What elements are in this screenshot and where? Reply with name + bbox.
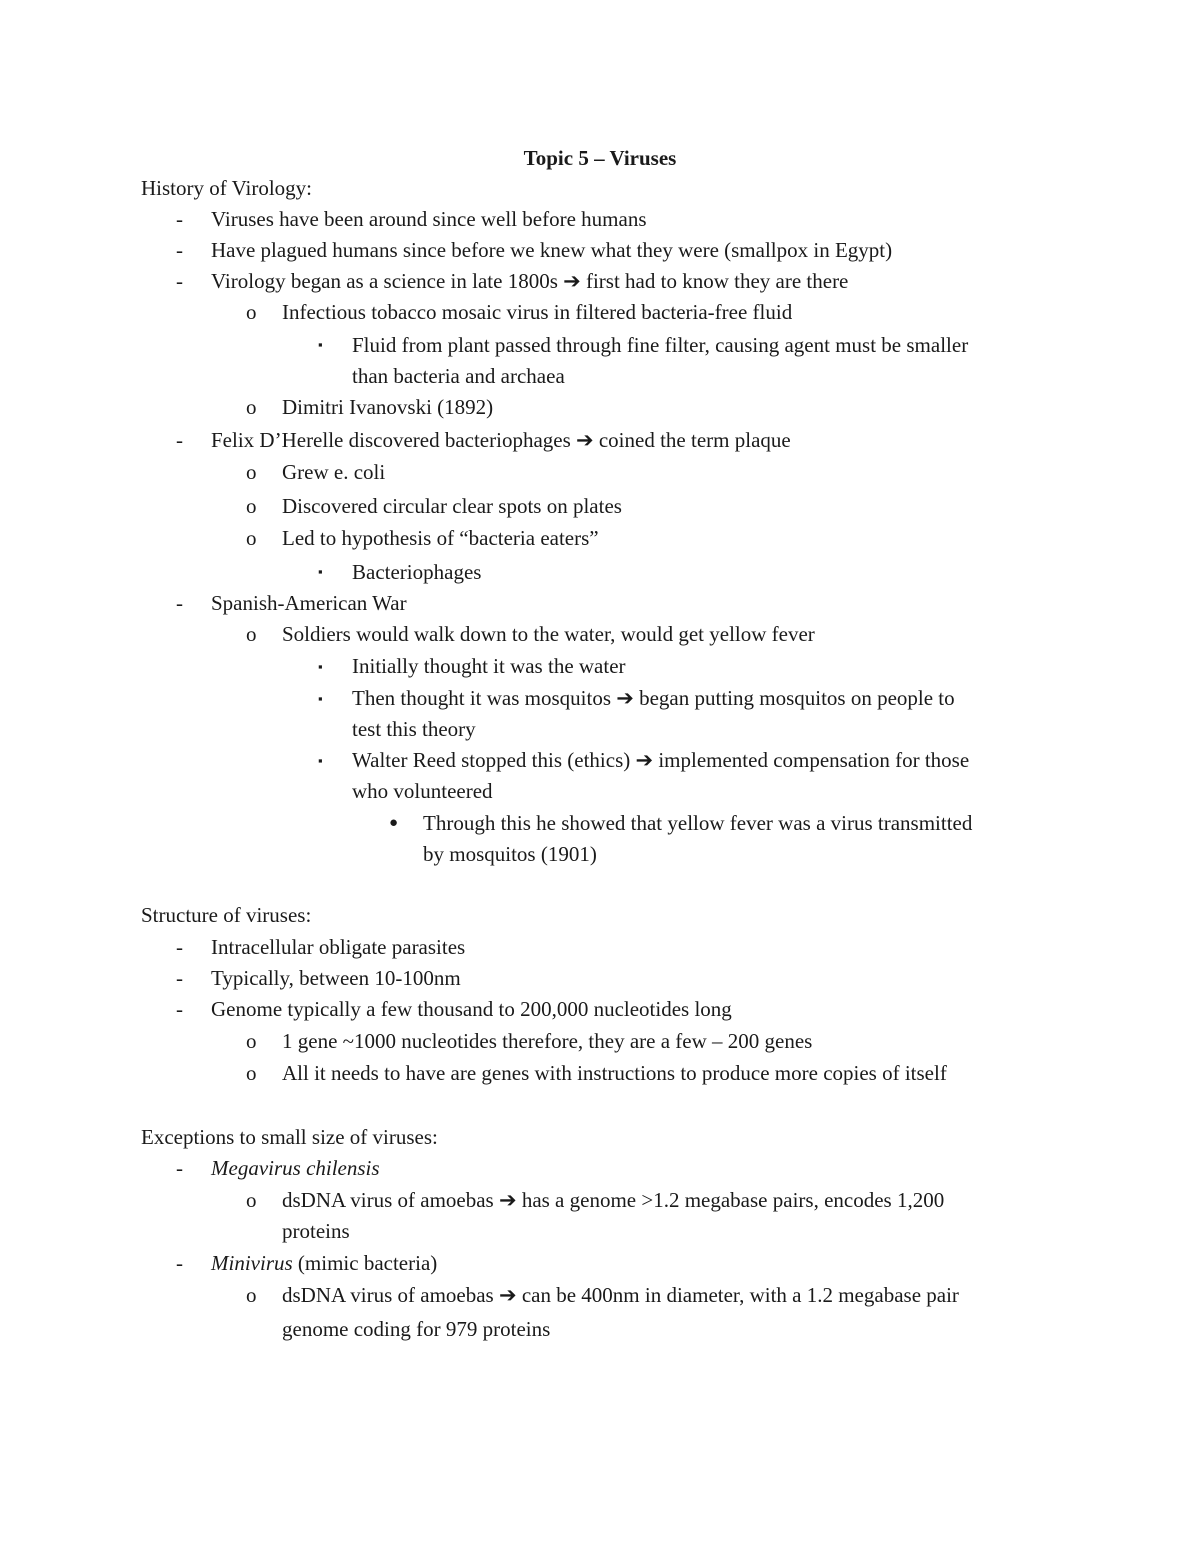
circle-marker: o: [246, 1188, 257, 1212]
square-bullet-icon: ▪: [318, 691, 323, 706]
history-bullet-2: Have plagued humans since before we knew what they were (smallpox in Egypt): [211, 238, 893, 262]
exceptions-subbullet: dsDNA virus of amoebas ➔ can be 400nm in diameter, with a 1.2 megabase pair: [282, 1283, 959, 1307]
exceptions-subbullet: dsDNA virus of amoebas ➔ has a genome >1.2 megabase pairs, encodes 1,200: [282, 1188, 945, 1212]
square-bullet-icon: ▪: [318, 564, 323, 579]
exceptions-subbullet-continued: genome coding for 979 proteins: [282, 1317, 551, 1341]
exceptions-bullet-2: [211, 1248, 437, 1279]
history-level4-bullet-continued: by mosquitos (1901): [423, 842, 597, 866]
dash-marker: -: [176, 966, 183, 990]
round-bullet-icon: ●: [389, 815, 399, 831]
species-note: (mimic bacteria): [292, 1251, 438, 1275]
structure-bullet-2: Typically, between 10-100nm: [211, 966, 461, 990]
dash-marker: -: [176, 428, 183, 452]
section-heading-structure: Structure of viruses:: [141, 903, 312, 927]
circle-marker: o: [246, 494, 257, 518]
structure-subbullet: 1 gene ~1000 nucleotides therefore, they are a few – 200 genes: [282, 1029, 813, 1053]
section-heading-exceptions: Exceptions to small size of viruses:: [141, 1125, 438, 1149]
dash-marker: -: [176, 269, 183, 293]
history-subsubbullet-continued: who volunteered: [352, 779, 493, 803]
circle-marker: o: [246, 526, 257, 550]
history-subbullet: Dimitri Ivanovski (1892): [282, 395, 494, 419]
structure-subbullet: All it needs to have are genes with instructions to produce more copies of itself: [282, 1061, 947, 1085]
dash-marker: -: [176, 997, 183, 1021]
history-bullet-3: Virology began as a science in late 1800s ➔ first had to know they are there: [211, 269, 849, 293]
square-bullet-icon: ▪: [318, 753, 323, 768]
dash-marker: -: [176, 935, 183, 959]
circle-marker: o: [246, 300, 257, 324]
dash-marker: -: [176, 207, 183, 231]
dash-marker: -: [176, 1156, 183, 1180]
history-subbullet: Soldiers would walk down to the water, would get yellow fever: [282, 622, 815, 646]
dash-marker: -: [176, 591, 183, 615]
circle-marker: o: [246, 395, 257, 419]
dash-marker: -: [176, 238, 183, 262]
circle-marker: o: [246, 622, 257, 646]
history-subsubbullet-continued: test this theory: [352, 717, 476, 741]
history-bullet-4: Felix D’Herelle discovered bacteriophages ➔ coined the term plaque: [211, 428, 791, 452]
exceptions-subbullet-continued: proteins: [282, 1219, 350, 1243]
history-subsubbullet: Then thought it was mosquitos ➔ began putting mosquitos on people to: [352, 686, 955, 710]
square-bullet-icon: ▪: [318, 337, 323, 352]
circle-marker: o: [246, 1283, 257, 1307]
circle-marker: o: [246, 1029, 257, 1053]
history-subbullet: Infectious tobacco mosaic virus in filtered bacteria-free fluid: [282, 300, 793, 324]
dash-marker: -: [176, 1251, 183, 1275]
history-subsubbullet: Initially thought it was the water: [352, 654, 626, 678]
history-subbullet: Led to hypothesis of “bacteria eaters”: [282, 526, 599, 550]
section-heading-history: History of Virology:: [141, 176, 313, 200]
history-subbullet: Discovered circular clear spots on plates: [282, 494, 622, 518]
circle-marker: o: [246, 1061, 257, 1085]
history-subbullet: Grew e. coli: [282, 460, 386, 484]
history-level4-bullet: Through this he showed that yellow fever was a virus transmitted: [423, 811, 973, 835]
structure-bullet-1: Intracellular obligate parasites: [211, 935, 466, 959]
history-bullet-1: Viruses have been around since well before humans: [211, 207, 647, 231]
history-subsubbullet: Fluid from plant passed through fine filter, causing agent must be smaller: [352, 333, 969, 357]
species-name: Minivirus: [211, 1251, 293, 1275]
circle-marker: o: [246, 460, 257, 484]
history-subsubbullet: Bacteriophages: [352, 560, 482, 584]
history-subsubbullet: Walter Reed stopped this (ethics) ➔ implemented compensation for those: [352, 748, 970, 772]
exceptions-bullet-1: Megavirus chilensis: [211, 1156, 380, 1180]
page-title: Topic 5 – Viruses: [523, 146, 677, 170]
history-subsubbullet-continued: than bacteria and archaea: [352, 364, 565, 388]
structure-bullet-3: Genome typically a few thousand to 200,000 nucleotides long: [211, 997, 732, 1021]
square-bullet-icon: ▪: [318, 659, 323, 674]
history-bullet-5: Spanish-American War: [211, 591, 407, 615]
